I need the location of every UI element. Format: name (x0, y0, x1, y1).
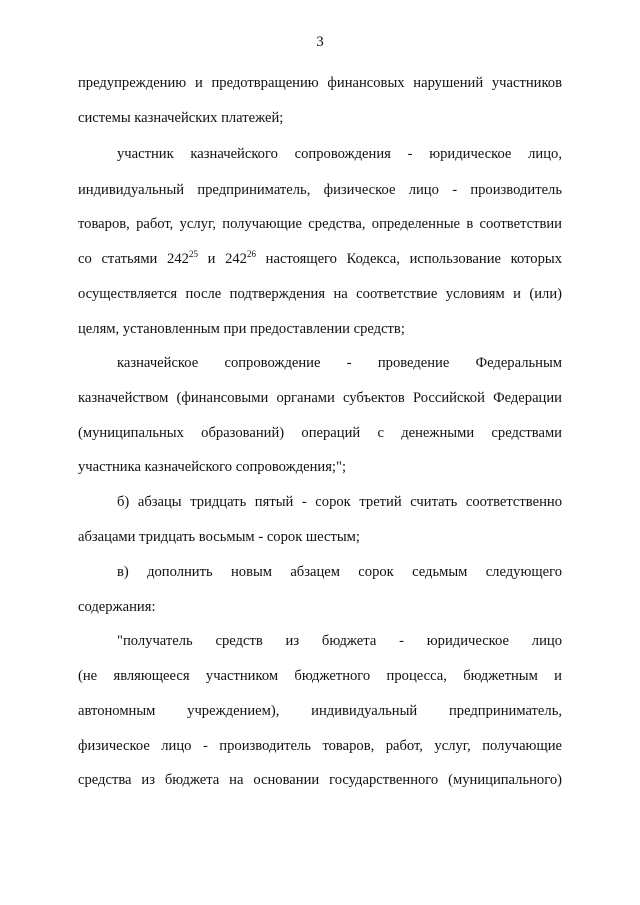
paragraph-start-line: в) дополнить новым абзацем сорок седьмым следующего (117, 564, 562, 580)
paragraph-start-line: казначейское сопровождение - проведение Федеральным (117, 355, 562, 371)
text-line: индивидуальный предприниматель, физическое лицо - производитель (78, 182, 562, 198)
text-line: (не являющееся участником бюджетного процесса, бюджетным и (78, 668, 562, 684)
paragraph-start-line: "получатель средств из бюджета - юридическое лицо (117, 633, 562, 649)
text-line: физическое лицо - производитель товаров, работ, услуг, получающие (78, 738, 562, 754)
page-number: 3 (316, 34, 324, 50)
text-line: казначейством (финансовыми органами субъектов Российской Федерации (78, 390, 562, 406)
superscript: 25 (188, 249, 198, 260)
text-line: осуществляется после подтверждения на соответствие условиям и (или) (78, 286, 562, 302)
text-line: абзацами тридцать восьмым - сорок шестым; (78, 529, 360, 545)
text-fragment: и 242 (197, 251, 247, 267)
text-line: автономным учреждением), индивидуальный предприниматель, (78, 703, 562, 719)
text-fragment: настоящего Кодекса, использование которых (255, 251, 562, 267)
text-line: участника казначейского сопровождения;"; (78, 459, 347, 475)
text-line: системы казначейских платежей; (78, 110, 284, 126)
text-line: содержания: (78, 599, 156, 615)
superscript: 26 (246, 249, 256, 260)
text-line: целям, установленным при предоставлении средств; (78, 321, 405, 337)
text-line: средства из бюджета на основании государственного (муниципального) (78, 772, 562, 788)
text-line: товаров, работ, услуг, получающие средства, определенные в соответствии (78, 216, 562, 232)
paragraph-start-line: б) абзацы тридцать пятый - сорок третий считать соответственно (117, 494, 562, 510)
paragraph-start-line: участник казначейского сопровождения - юридическое лицо, (117, 146, 562, 162)
text-line: (муниципальных образований) операций с денежными средствами (78, 425, 562, 441)
text-line: предупреждению и предотвращению финансовых нарушений участников (78, 75, 562, 91)
text-line-with-superscripts (78, 249, 562, 269)
text-fragment: со статьями 242 (78, 251, 189, 267)
